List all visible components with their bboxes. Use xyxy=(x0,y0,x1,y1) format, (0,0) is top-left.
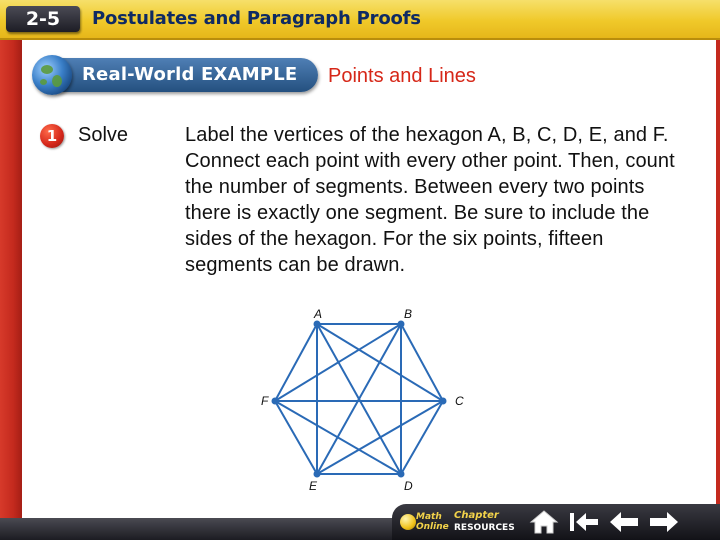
home-icon xyxy=(529,509,559,535)
step-body-text: Label the vertices of the hexagon A, B, C, D, E, and F. Connect each point with every other point. Then, count the number of segments. Between every two points there is exactly one segment. Be sure to include the sides of the hexagon. For the six points, fifteen segments can be drawn. xyxy=(185,124,675,276)
segment-CE xyxy=(317,401,443,474)
chapter-resources-line2: RESOURCES xyxy=(454,523,515,533)
vertex-label-F: F xyxy=(261,394,269,408)
next-slide-button[interactable] xyxy=(648,508,680,536)
point-F xyxy=(272,398,279,405)
globe-icon xyxy=(32,55,72,95)
real-world-example-label: Real-World EXAMPLE xyxy=(82,64,298,85)
segment-EF xyxy=(275,401,317,474)
next-icon xyxy=(648,509,680,535)
first-slide-button[interactable] xyxy=(568,508,600,536)
step-body xyxy=(185,122,685,278)
previous-icon xyxy=(608,509,640,535)
chapter-resources-button[interactable] xyxy=(454,510,520,536)
segment-AF xyxy=(275,324,317,401)
point-A xyxy=(314,321,321,328)
hexagon-segments xyxy=(275,324,443,474)
step-number-icon: 1 xyxy=(40,124,64,148)
lesson-title: Postulates and Paragraph Proofs xyxy=(92,8,421,29)
segment-BF xyxy=(275,324,401,401)
lesson-header xyxy=(0,0,720,40)
math-online-icon xyxy=(400,514,416,530)
segment-CD xyxy=(401,401,443,474)
example-title: Points and Lines xyxy=(328,65,476,87)
vertex-label-B: B xyxy=(404,307,413,321)
right-decorative-edge xyxy=(716,40,720,518)
vertex-label-D: D xyxy=(404,479,413,493)
segment-DF xyxy=(275,401,401,474)
point-E xyxy=(314,471,321,478)
left-decorative-strip xyxy=(0,40,22,518)
hexagon-diagram xyxy=(256,306,466,496)
previous-slide-button[interactable] xyxy=(608,508,640,536)
vertex-label-E: E xyxy=(309,479,318,493)
point-C xyxy=(440,398,447,405)
segment-BC xyxy=(401,324,443,401)
math-online-label: Math Online xyxy=(416,512,449,532)
chapter-resources-line1: Chapter xyxy=(454,510,499,521)
home-button[interactable] xyxy=(528,508,560,536)
lesson-number-badge: 2-5 xyxy=(6,6,80,32)
first-icon xyxy=(568,509,600,535)
step-label: Solve xyxy=(78,124,129,146)
vertex-label-C: C xyxy=(455,394,464,408)
point-D xyxy=(398,471,405,478)
vertex-label-A: A xyxy=(314,307,323,321)
math-online-button[interactable] xyxy=(398,508,449,536)
point-B xyxy=(398,321,405,328)
